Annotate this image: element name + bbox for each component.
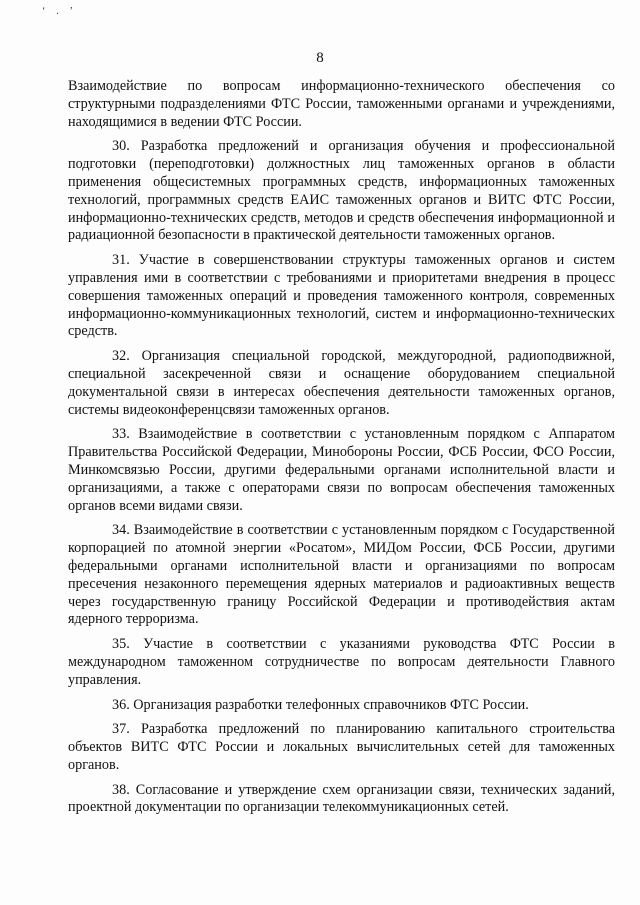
page-number: 8 — [316, 50, 324, 66]
paragraph-37: 37. Разработка предложений по планированию капитального строительства объектов ВИТС ФТС России и локальных вычислительных сетей для таможенных органов. — [68, 721, 615, 773]
document-body — [68, 78, 615, 824]
paragraph-30: 30. Разработка предложений и организация обучения и профессиональной подготовки (переподготовки) должностных лиц таможенных органов в области применения общесистемных программных средств, информационных таможенных технологий, программных средств ЕАИС таможенных органов и ВИТС ФТС России, информационно-технических средств, методов и средств обеспечения информационной и радиационной безопасности в практической деятельности таможенных органов. — [68, 138, 615, 244]
paragraph-38: 38. Согласование и утверждение схем организации связи, технических заданий, проектной документации по организации телекоммуникационных сетей. — [68, 781, 615, 816]
paragraph-33: 33. Взаимодействие в соответствии с установленным порядком с Аппаратом Правительства Российской Федерации, Минобороны России, ФСБ России, ФСО России, Минкомсвязью России, другими федеральными органами исполнительной власти и организациями, а также с операторами связи по вопросам обеспечения таможенных органов всеми видами связи. — [68, 426, 615, 514]
paragraph-32: 32. Организация специальной городской, междугородной, радиоподвижной, специальной засекреченной связи и оснащение оборудованием специальной документальной связи в интересах обеспечения деятельности таможенных органов, системы видеоконференцсвязи таможенных органов. — [68, 348, 615, 418]
paragraph-29-continuation: Взаимодействие по вопросам информационно-технического обеспечения со структурными подразделениями ФТС России, таможенными органами и учреждениями, находящимися в ведении ФТС России. — [68, 78, 615, 130]
paragraph-36: 36. Организация разработки телефонных справочников ФТС России. — [112, 696, 529, 713]
paragraph-31: 31. Участие в совершенствовании структуры таможенных органов и систем управления ими в соответствии с требованиями и приоритетами внедрения в процесс совершения таможенных операций и проведения таможенного контроля, современных информационно-коммуникационных технологий, систем и информационно-технических средств. — [68, 252, 615, 340]
scan-marks: ‘ ․ ’ — [42, 6, 77, 17]
paragraph-34: 34. Взаимодействие в соответствии с установленным порядком с Государственной корпорацией по атомной энергии «Росатом», МИДом России, ФСБ России, другими федеральными органами исполнительной власти и организациями по вопросам пресечения незаконного перемещения ядерных материалов и радиоактивных веществ через государственную границу Российской Федерации и противодействия актам ядерного терроризма. — [68, 522, 615, 628]
paragraph-35: 35. Участие в соответствии с указаниями руководства ФТС России в международном таможенном сотрудничестве по вопросам деятельности Главного управления. — [68, 636, 615, 688]
